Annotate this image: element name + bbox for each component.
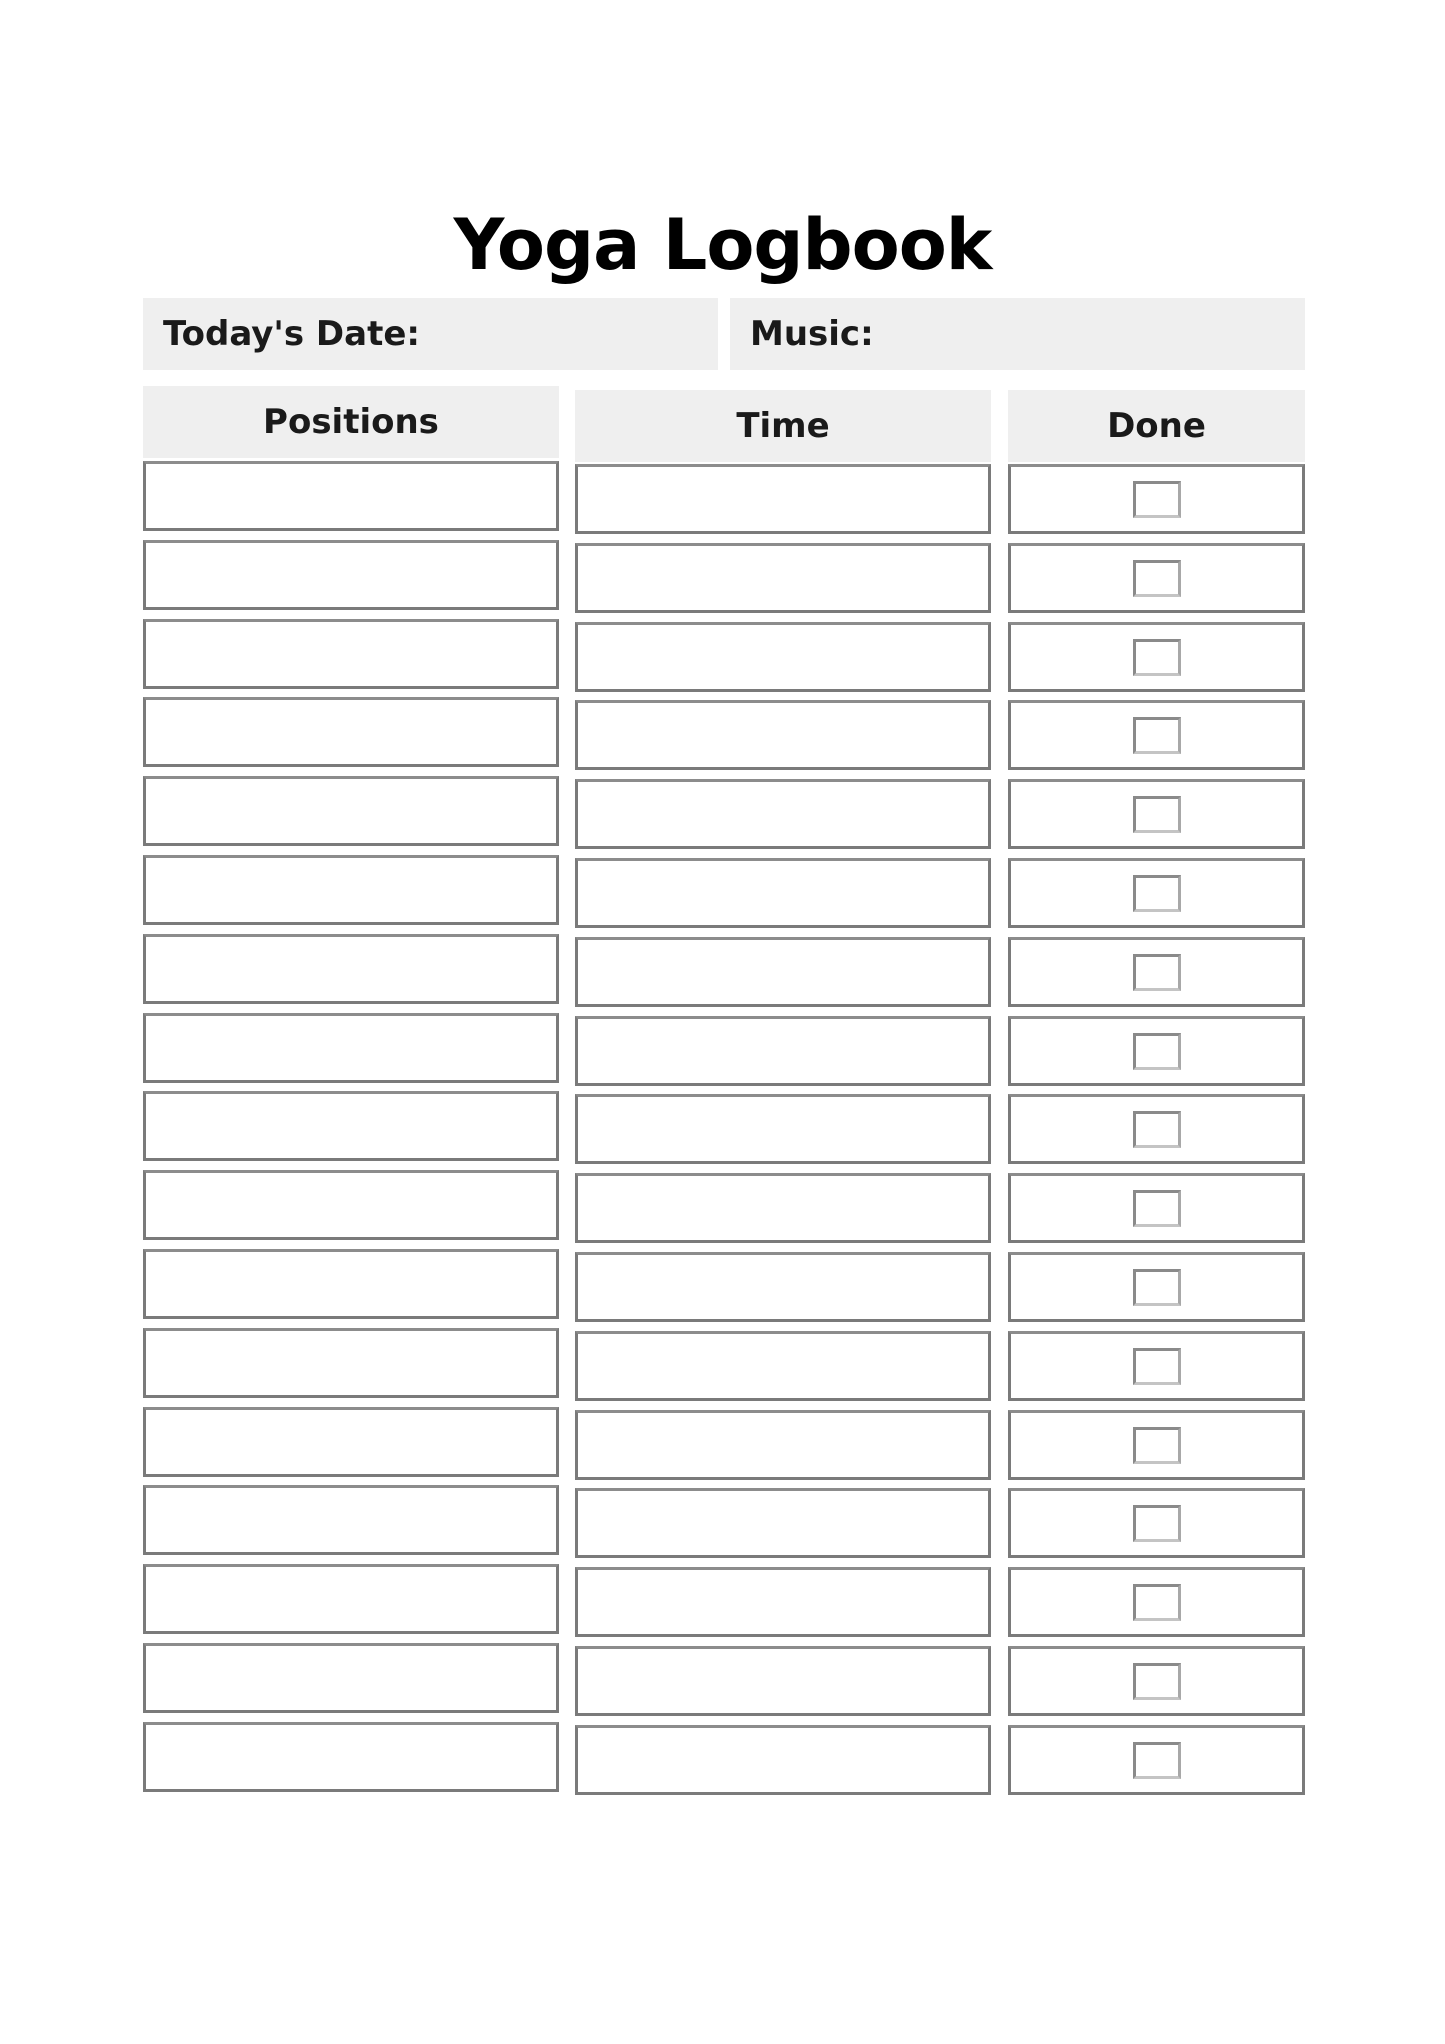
position-cell[interactable] [143, 1013, 559, 1083]
done-cell[interactable] [1008, 779, 1305, 849]
time-cell[interactable] [575, 622, 991, 692]
music-field[interactable] [730, 298, 1305, 370]
done-cell[interactable] [1008, 1567, 1305, 1637]
position-cell[interactable] [143, 540, 559, 610]
time-column-header: Time [575, 390, 991, 462]
position-cell[interactable] [143, 1564, 559, 1634]
done-checkbox[interactable] [1133, 1742, 1181, 1779]
time-cell[interactable] [575, 1016, 991, 1086]
position-cell[interactable] [143, 1170, 559, 1240]
time-cell[interactable] [575, 1094, 991, 1164]
position-cell[interactable] [143, 619, 559, 689]
done-checkbox[interactable] [1133, 1033, 1181, 1070]
done-cell[interactable] [1008, 700, 1305, 770]
time-cell[interactable] [575, 1410, 991, 1480]
done-checkbox[interactable] [1133, 1427, 1181, 1464]
position-cell[interactable] [143, 1249, 559, 1319]
time-cell[interactable] [575, 1173, 991, 1243]
done-checkbox[interactable] [1133, 1663, 1181, 1700]
done-checkbox[interactable] [1133, 954, 1181, 991]
done-cell[interactable] [1008, 1094, 1305, 1164]
time-cell[interactable] [575, 1488, 991, 1558]
done-cell[interactable] [1008, 622, 1305, 692]
done-cell[interactable] [1008, 1173, 1305, 1243]
done-checkbox[interactable] [1133, 481, 1181, 518]
position-cell[interactable] [143, 855, 559, 925]
done-cell[interactable] [1008, 1410, 1305, 1480]
position-cell[interactable] [143, 1485, 559, 1555]
time-cell[interactable] [575, 937, 991, 1007]
done-checkbox[interactable] [1133, 1348, 1181, 1385]
time-cell[interactable] [575, 1331, 991, 1401]
position-cell[interactable] [143, 1328, 559, 1398]
done-checkbox[interactable] [1133, 639, 1181, 676]
music-label: Music: [750, 314, 874, 354]
done-checkbox[interactable] [1133, 875, 1181, 912]
done-checkbox[interactable] [1133, 1190, 1181, 1227]
position-cell[interactable] [143, 1722, 559, 1792]
done-cell[interactable] [1008, 858, 1305, 928]
time-cell[interactable] [575, 1567, 991, 1637]
done-cell[interactable] [1008, 937, 1305, 1007]
position-cell[interactable] [143, 934, 559, 1004]
done-checkbox[interactable] [1133, 560, 1181, 597]
done-cell[interactable] [1008, 1488, 1305, 1558]
done-cell[interactable] [1008, 1646, 1305, 1716]
time-cell[interactable] [575, 858, 991, 928]
done-checkbox[interactable] [1133, 717, 1181, 754]
done-column-header: Done [1008, 390, 1305, 462]
time-cell[interactable] [575, 700, 991, 770]
done-cell[interactable] [1008, 543, 1305, 613]
position-cell[interactable] [143, 776, 559, 846]
done-checkbox[interactable] [1133, 1505, 1181, 1542]
done-checkbox[interactable] [1133, 796, 1181, 833]
date-field[interactable] [143, 298, 718, 370]
done-checkbox[interactable] [1133, 1269, 1181, 1306]
done-checkbox[interactable] [1133, 1111, 1181, 1148]
done-cell[interactable] [1008, 464, 1305, 534]
done-cell[interactable] [1008, 1016, 1305, 1086]
time-cell[interactable] [575, 1725, 991, 1795]
time-cell[interactable] [575, 1252, 991, 1322]
position-cell[interactable] [143, 697, 559, 767]
done-cell[interactable] [1008, 1725, 1305, 1795]
positions-column-header: Positions [143, 386, 559, 458]
time-cell[interactable] [575, 779, 991, 849]
done-checkbox[interactable] [1133, 1584, 1181, 1621]
position-cell[interactable] [143, 1407, 559, 1477]
time-cell[interactable] [575, 543, 991, 613]
done-cell[interactable] [1008, 1252, 1305, 1322]
done-cell[interactable] [1008, 1331, 1305, 1401]
position-cell[interactable] [143, 1091, 559, 1161]
page-title: Yoga Logbook [453, 204, 992, 286]
position-cell[interactable] [143, 1643, 559, 1713]
date-label: Today's Date: [163, 314, 420, 354]
time-cell[interactable] [575, 1646, 991, 1716]
time-cell[interactable] [575, 464, 991, 534]
position-cell[interactable] [143, 461, 559, 531]
